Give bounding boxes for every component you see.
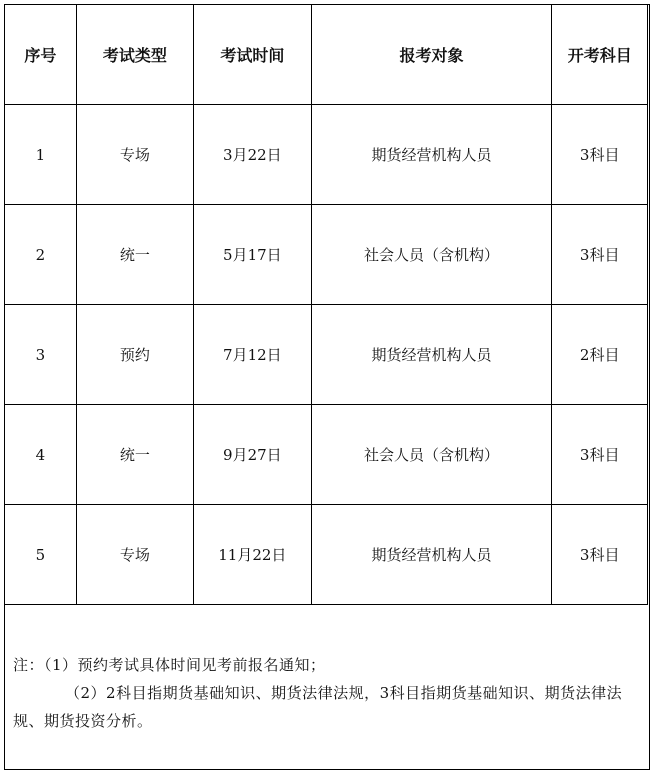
cell-exam-date: 9月27日	[194, 405, 311, 505]
cell-subjects: 2科目	[552, 305, 648, 405]
table-row	[5, 205, 648, 305]
cell-target: 期货经营机构人员	[311, 105, 552, 205]
cell-exam-date: 7月12日	[194, 305, 311, 405]
cell-seq: 2	[5, 205, 77, 305]
cell-target: 期货经营机构人员	[311, 505, 552, 605]
table-row	[5, 505, 648, 605]
cell-subjects: 3科目	[552, 405, 648, 505]
cell-exam-date: 5月17日	[194, 205, 311, 305]
cell-seq: 4	[5, 405, 77, 505]
cell-seq: 5	[5, 505, 77, 605]
table-row	[5, 305, 648, 405]
exam-schedule-table	[4, 4, 648, 605]
note-line-1: 注：（1）预约考试具体时间见考前报名通知；	[13, 656, 326, 674]
cell-exam-type: 专场	[76, 505, 193, 605]
cell-target: 期货经营机构人员	[311, 305, 552, 405]
cell-exam-type: 统一	[76, 405, 193, 505]
header-subjects: 开考科目	[552, 5, 648, 105]
cell-subjects: 3科目	[552, 205, 648, 305]
table-row	[5, 105, 648, 205]
header-seq: 序号	[5, 5, 77, 105]
cell-seq: 1	[5, 105, 77, 205]
notes-section	[13, 651, 643, 735]
note-line-2: （2）2科目指期货基础知识、期货法律法规，3科目指期货基础知识、期货法律法规、期货投资分析。	[13, 684, 623, 730]
table-header-row	[5, 5, 648, 105]
cell-exam-type: 统一	[76, 205, 193, 305]
table-row	[5, 405, 648, 505]
cell-target: 社会人员（含机构）	[311, 405, 552, 505]
header-exam-date: 考试时间	[194, 5, 311, 105]
header-target: 报考对象	[311, 5, 552, 105]
cell-seq: 3	[5, 305, 77, 405]
cell-exam-type: 专场	[76, 105, 193, 205]
header-exam-type: 考试类型	[76, 5, 193, 105]
cell-exam-type: 预约	[76, 305, 193, 405]
cell-target: 社会人员（含机构）	[311, 205, 552, 305]
cell-exam-date: 11月22日	[194, 505, 311, 605]
cell-subjects: 3科目	[552, 105, 648, 205]
cell-exam-date: 3月22日	[194, 105, 311, 205]
cell-subjects: 3科目	[552, 505, 648, 605]
exam-schedule-sheet	[4, 4, 650, 770]
